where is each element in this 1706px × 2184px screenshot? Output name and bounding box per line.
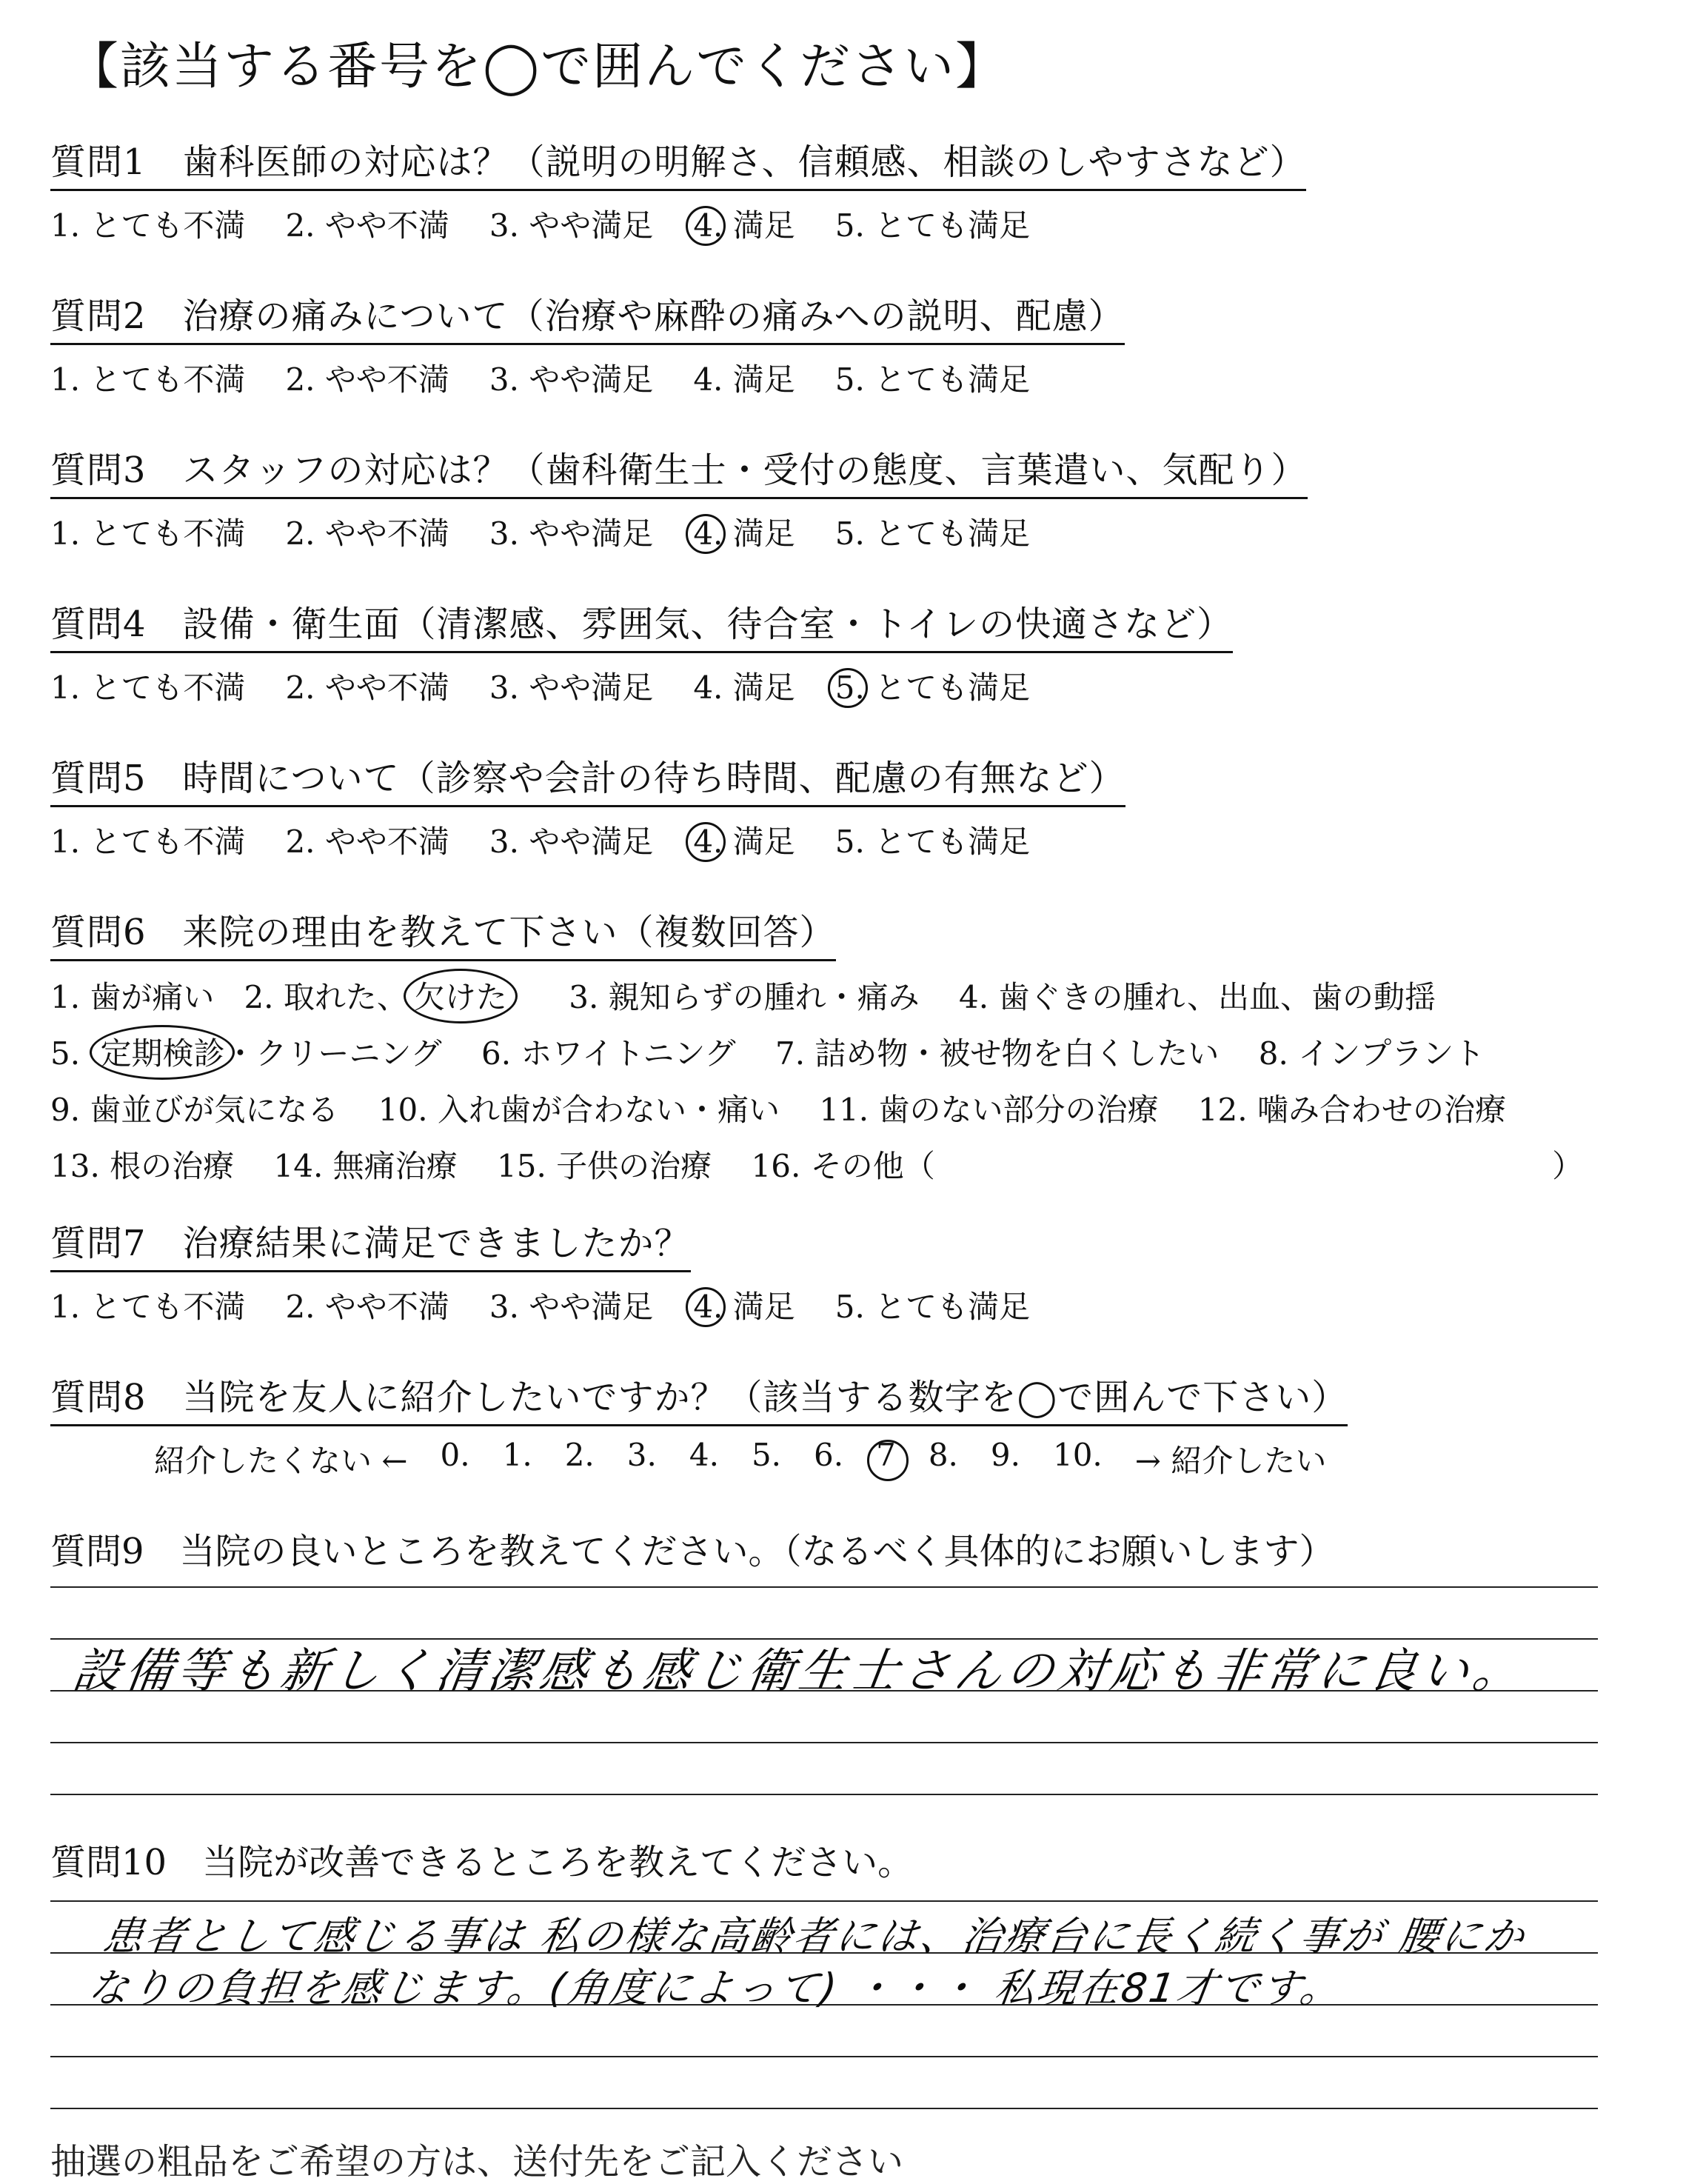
q7-option-1[interactable]: 1. とても不満	[50, 1289, 246, 1325]
q10-ruled-line	[50, 2108, 1598, 2109]
q5-option-1[interactable]: 1. とても不満	[50, 824, 246, 860]
q1-option-1[interactable]: 1. とても不満	[50, 207, 246, 244]
q4-option-2[interactable]: 2. やや不満	[285, 669, 449, 706]
question-1-options	[50, 201, 1306, 246]
q1-option-5[interactable]: 5. とても満足	[834, 207, 1031, 244]
q8-score-8[interactable]: 8.	[928, 1437, 958, 1473]
q8-left-label: 紹介したくない ←	[154, 1443, 408, 1479]
q2-option-5[interactable]: 5. とても満足	[834, 361, 1031, 398]
q6-options-line-3	[50, 1086, 1613, 1130]
q9-ruled-line	[50, 1794, 1598, 1795]
question-2	[50, 287, 1125, 400]
q1-option-3[interactable]: 3. やや満足	[489, 207, 654, 244]
q6-option-10[interactable]: 10. 入れ歯が合わない・痛い	[378, 1092, 780, 1128]
question-5	[50, 749, 1125, 862]
question-3	[50, 441, 1308, 554]
q6-option-3[interactable]: 3. 親知らずの腫れ・痛み	[569, 979, 920, 1015]
q6-option-13[interactable]: 13. 根の治療	[50, 1148, 235, 1184]
q6-option-14[interactable]: 14. 無痛治療	[273, 1148, 458, 1184]
q8-score-0[interactable]: 0.	[440, 1437, 470, 1473]
question-8	[50, 1369, 1359, 1481]
q10-handwritten-answer-line-1[interactable]: 患者として感じる事は 私の様な高齢者には、治療台に長く続く事が 腰にか	[100, 1913, 1530, 1960]
q6-option-1[interactable]: 1. 歯が痛い	[50, 979, 215, 1015]
q3-option-4-selected[interactable]: 4. 満足	[693, 510, 795, 554]
question-1	[50, 133, 1306, 246]
q6-option-7[interactable]: 7. 詰め物・被せ物を白くしたい	[775, 1035, 1220, 1072]
q6-option-5-suffix[interactable]: ・クリーニング	[224, 1035, 442, 1072]
q3-option-3[interactable]: 3. やや満足	[489, 515, 654, 552]
q6-option-2-prefix[interactable]: 2. 取れた、	[244, 979, 408, 1015]
q3-option-1[interactable]: 1. とても不満	[50, 515, 246, 552]
question-2-options	[50, 355, 1125, 400]
q3-option-5[interactable]: 5. とても満足	[834, 515, 1031, 552]
q6-option-4[interactable]: 4. 歯ぐきの腫れ、出血、歯の動揺	[959, 979, 1436, 1015]
q8-score-6[interactable]: 6.	[814, 1437, 844, 1473]
q8-score-10[interactable]: 10.	[1052, 1437, 1103, 1473]
question-2-title: 質問2 治療の痛みについて（治療や麻酔の痛みへの説明、配慮）	[50, 287, 1125, 345]
q7-option-4-selected[interactable]: 4. 満足	[693, 1283, 795, 1327]
q4-option-1[interactable]: 1. とても不満	[50, 669, 246, 706]
q5-option-2[interactable]: 2. やや不満	[285, 824, 449, 860]
question-4-options	[50, 664, 1233, 708]
question-3-title: 質問3 スタッフの対応は？（歯科衛生士・受付の態度、言葉遣い、気配り）	[50, 441, 1308, 499]
q2-option-3[interactable]: 3. やや満足	[489, 361, 654, 398]
q10-ruled-line	[50, 2056, 1598, 2057]
page-header: 【該当する番号を◯で囲んでください】	[68, 38, 1008, 96]
question-10-title: 質問10 当院が改善できるところを教えてください。	[50, 1842, 914, 1883]
question-4-title: 質問4 設備・衛生面（清潔感、雰囲気、待合室・トイレの快適さなど）	[50, 595, 1233, 653]
q6-option-11[interactable]: 11. 歯のない部分の治療	[819, 1092, 1159, 1128]
q6-option-12[interactable]: 12. 噛み合わせの治療	[1197, 1092, 1506, 1128]
q6-option-15[interactable]: 15. 子供の治療	[497, 1148, 712, 1184]
q6-option-5-number[interactable]: 5.	[50, 1035, 90, 1072]
question-7	[50, 1215, 1070, 1327]
question-6-options	[50, 973, 1613, 1186]
q6-option-16[interactable]: 16. その他（	[751, 1148, 935, 1184]
q10-handwritten-answer-line-2[interactable]: なりの負担を感じます。(角度によって) ・・・ 私現在81才です。	[85, 1965, 1346, 2011]
q8-score-2[interactable]: 2.	[564, 1437, 595, 1473]
question-7-options	[50, 1283, 1070, 1327]
q1-option-2[interactable]: 2. やや不満	[285, 207, 449, 244]
q6-option-2-circled[interactable]: 欠けた	[414, 973, 507, 1018]
question-7-title: 質問7 治療結果に満足できましたか？	[50, 1215, 691, 1272]
q5-option-4-selected[interactable]: 4. 満足	[693, 818, 795, 862]
q5-option-3[interactable]: 3. やや満足	[489, 824, 654, 860]
q7-option-3[interactable]: 3. やや満足	[489, 1289, 654, 1325]
q2-option-4[interactable]: 4. 満足	[693, 361, 795, 398]
question-9-title: 質問9 当院の良いところを教えてください。（なるべく具体的にお願いします）	[50, 1531, 1335, 1572]
q6-options-line-4	[50, 1142, 1613, 1186]
question-5-options	[50, 818, 1125, 862]
question-8-scale	[50, 1437, 1359, 1481]
question-6	[50, 904, 1613, 1186]
q8-score-5[interactable]: 5.	[751, 1437, 782, 1473]
q3-option-2[interactable]: 2. やや不満	[285, 515, 449, 552]
q4-option-3[interactable]: 3. やや満足	[489, 669, 654, 706]
footer-note: 抽選の粗品をご希望の方は、送付先をご記入ください	[50, 2141, 904, 2183]
question-9	[50, 1523, 1335, 1574]
q9-ruled-line	[50, 1586, 1598, 1588]
q7-option-2[interactable]: 2. やや不満	[285, 1289, 449, 1325]
q8-score-7-selected[interactable]: 7	[876, 1437, 896, 1481]
q7-option-5[interactable]: 5. とても満足	[834, 1289, 1031, 1325]
q4-option-4[interactable]: 4. 満足	[693, 669, 795, 706]
question-4	[50, 595, 1233, 708]
question-10	[50, 1834, 913, 1885]
q6-options-line-2	[50, 1029, 1613, 1074]
q8-score-4[interactable]: 4.	[689, 1437, 719, 1473]
q6-options-line-1	[50, 973, 1613, 1018]
q1-option-4-selected[interactable]: 4. 満足	[693, 201, 795, 246]
q8-score-9[interactable]: 9.	[990, 1437, 1020, 1473]
question-3-options	[50, 510, 1308, 554]
q2-option-1[interactable]: 1. とても不満	[50, 361, 246, 398]
question-8-title: 質問8 当院を友人に紹介したいですか？（該当する数字を◯で囲んで下さい）	[50, 1369, 1348, 1426]
q6-option-16-close-paren: ）	[1552, 1148, 1584, 1184]
q6-option-8[interactable]: 8. インプラント	[1258, 1035, 1485, 1072]
question-1-title: 質問1 歯科医師の対応は？（説明の明解さ、信頼感、相談のしやすさなど）	[50, 133, 1306, 191]
q6-option-5-circled[interactable]: 定期検診	[100, 1029, 224, 1074]
question-5-title: 質問5 時間について（診察や会計の待ち時間、配慮の有無など）	[50, 749, 1125, 807]
q10-ruled-line	[50, 1900, 1598, 1902]
q4-option-5-selected[interactable]: 5. とても満足	[835, 664, 1030, 708]
q9-ruled-line	[50, 1742, 1598, 1743]
q8-right-label: → 紹介したい	[1134, 1443, 1327, 1479]
q8-score-3[interactable]: 3.	[626, 1437, 657, 1473]
q9-handwritten-answer[interactable]: 設備等も新しく清潔感も感じ衛生士さんの対応も非常に良い。	[69, 1644, 1529, 1699]
q6-option-9[interactable]: 9. 歯並びが気になる	[50, 1092, 339, 1128]
q5-option-5[interactable]: 5. とても満足	[834, 824, 1031, 860]
question-6-title: 質問6 来院の理由を教えて下さい（複数回答）	[50, 904, 836, 961]
q2-option-2[interactable]: 2. やや不満	[285, 361, 449, 398]
q6-option-6[interactable]: 6. ホワイトニング	[481, 1035, 736, 1072]
q8-score-1[interactable]: 1.	[502, 1437, 532, 1473]
